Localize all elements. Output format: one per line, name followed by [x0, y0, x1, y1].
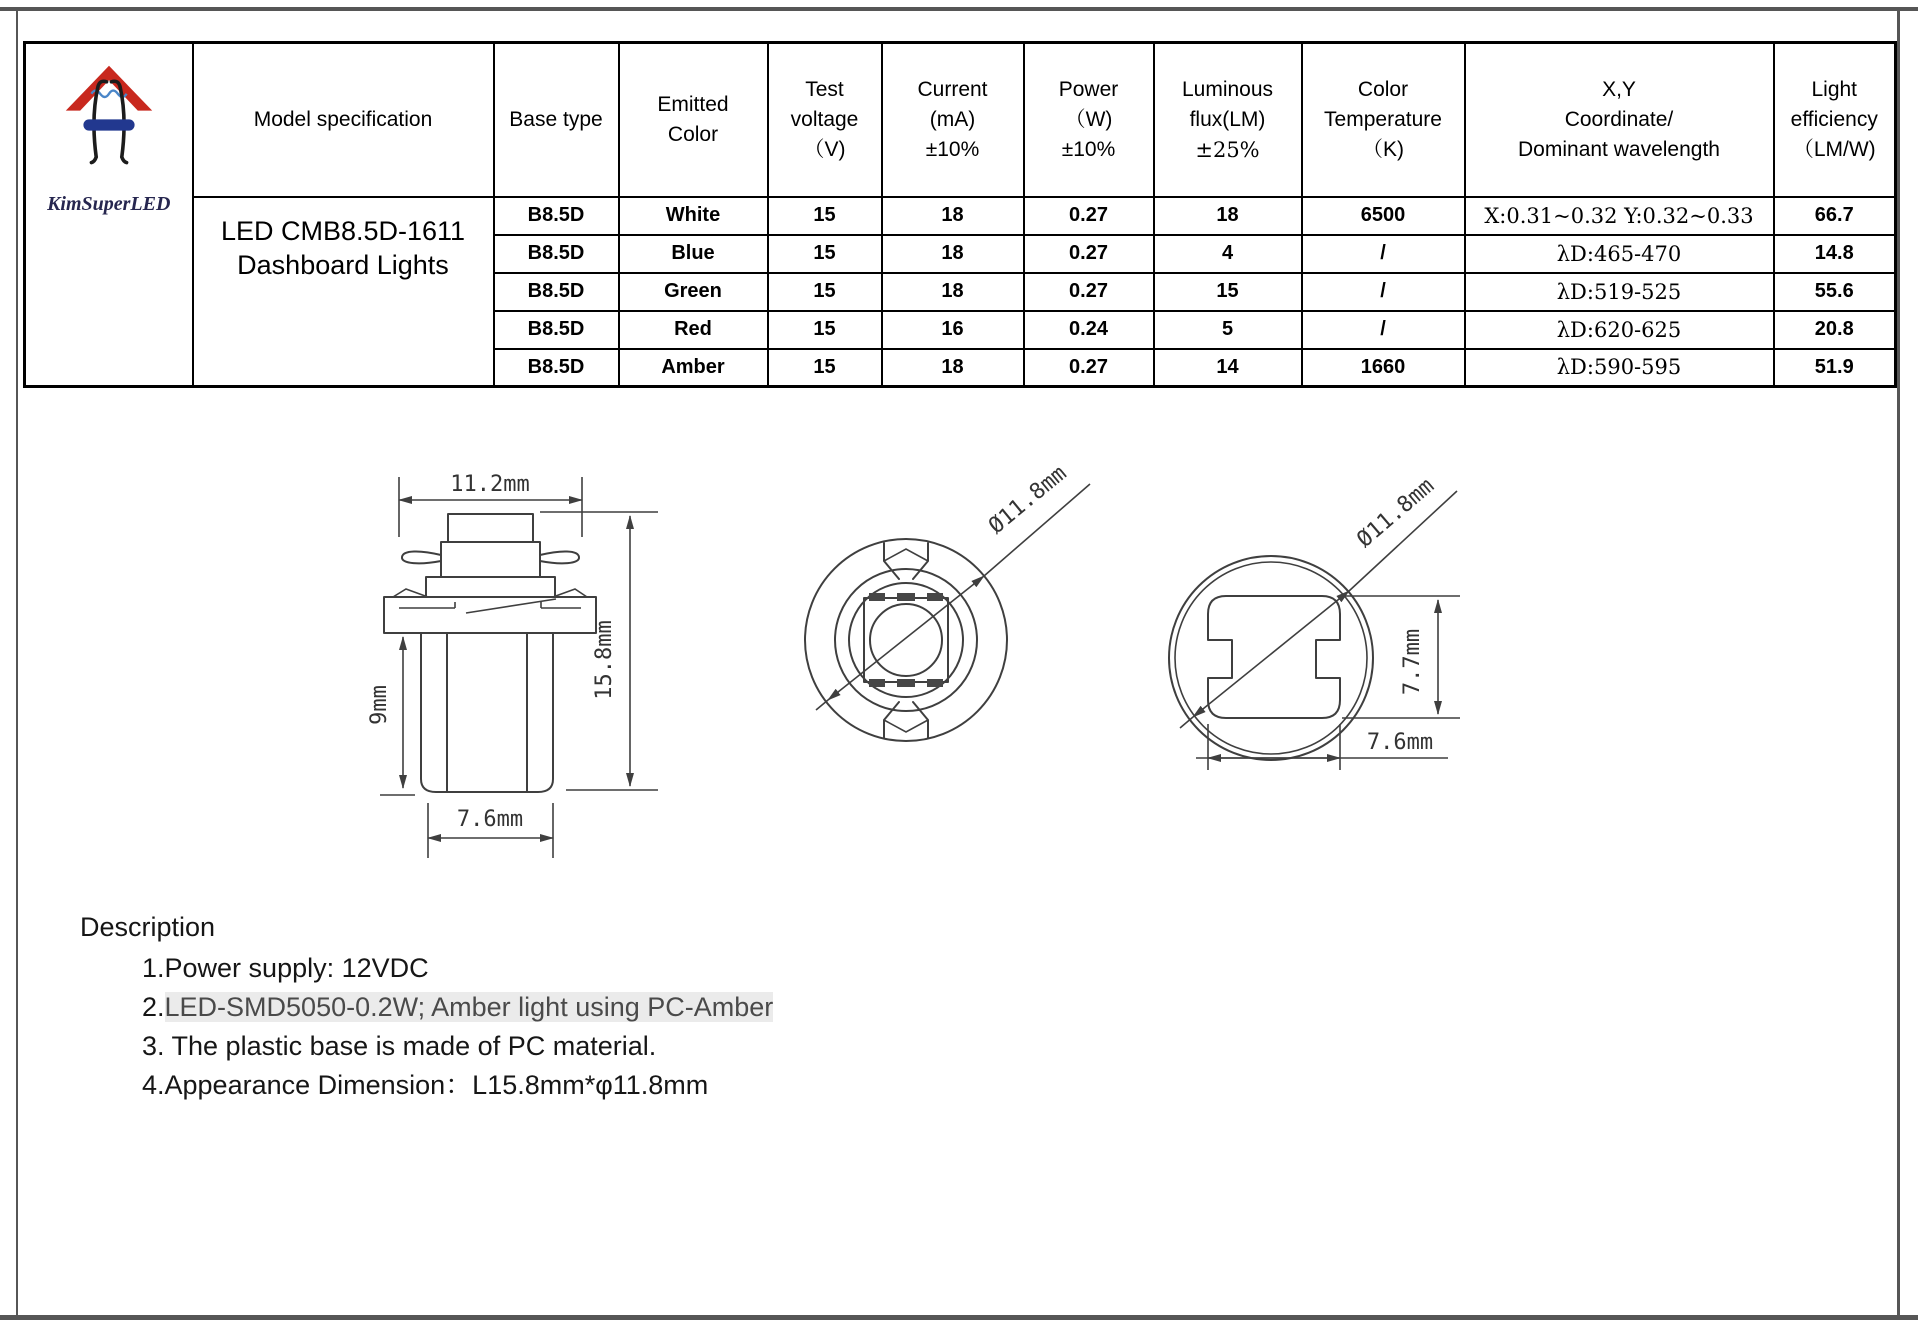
cell-current: 18	[882, 349, 1024, 387]
cell-test-voltage: 15	[768, 197, 882, 235]
header-voltage-line2: voltage	[790, 107, 859, 131]
header-voltage-unit: （V)	[803, 137, 846, 161]
header-xy-line1: X,Y	[1602, 77, 1636, 101]
cell-color-temperature: /	[1302, 311, 1465, 349]
cell-power: 0.27	[1024, 273, 1154, 311]
cell-light-efficiency: 51.9	[1774, 349, 1896, 387]
description-section	[80, 912, 773, 1101]
description-item2-number: 2.	[142, 992, 165, 1022]
cell-emitted-color: White	[619, 197, 768, 235]
cell-color-temperature: 1660	[1302, 349, 1465, 387]
dim-side-base-width: 7.6mm	[456, 807, 524, 832]
description-item-base-material: 3. The plastic base is made of PC material.	[142, 1031, 657, 1061]
brand-name: KimSuperLED	[47, 193, 171, 215]
cell-luminous-flux: 4	[1154, 235, 1302, 273]
cell-power: 0.27	[1024, 197, 1154, 235]
cell-power: 0.27	[1024, 349, 1154, 387]
cell-dominant-wavelength: λD:620-625	[1465, 311, 1774, 349]
cell-current: 18	[882, 197, 1024, 235]
header-power-line1: Power	[1058, 77, 1119, 101]
header-eff-line1: Light	[1811, 77, 1858, 101]
side-view-drawing	[367, 472, 658, 858]
dim-side-width: 11.2mm	[450, 472, 530, 497]
cell-dominant-wavelength: λD:590-595	[1465, 349, 1774, 387]
header-flux-line1: Luminous	[1181, 77, 1274, 101]
model-name-line2: Dashboard Lights	[237, 249, 449, 280]
cell-light-efficiency: 55.6	[1774, 273, 1896, 311]
cell-luminous-flux: 18	[1154, 197, 1302, 235]
header-current-tolerance: ±10%	[925, 137, 980, 161]
dim-side-height: 15.8mm	[592, 620, 617, 700]
cell-color-temperature: /	[1302, 273, 1465, 311]
description-title: Description	[80, 912, 216, 942]
cell-test-voltage: 15	[768, 235, 882, 273]
cell-light-efficiency: 14.8	[1774, 235, 1896, 273]
cell-light-efficiency: 20.8	[1774, 311, 1896, 349]
cell-luminous-flux: 15	[1154, 273, 1302, 311]
dim-side-base-height: 9mm	[367, 685, 392, 725]
cell-color-temperature: 6500	[1302, 197, 1465, 235]
header-temp-unit: （K)	[1362, 137, 1404, 161]
cell-light-efficiency: 66.7	[1774, 197, 1896, 235]
header-power-tolerance: ±10%	[1061, 137, 1116, 161]
dim-rear-slot-width: 7.6mm	[1366, 730, 1434, 755]
header-flux-line2: flux(LM)	[1189, 107, 1266, 131]
cell-base-type: B8.5D	[494, 311, 619, 349]
cell-emitted-color: Green	[619, 273, 768, 311]
cell-power: 0.24	[1024, 311, 1154, 349]
cell-current: 16	[882, 311, 1024, 349]
cell-luminous-flux: 5	[1154, 311, 1302, 349]
header-emitted-line2: Color	[667, 122, 719, 146]
description-item-dimensions: 4.Appearance Dimension：L15.8mm*φ11.8mm	[142, 1070, 709, 1100]
header-eff-line2: efficiency	[1790, 107, 1878, 131]
dim-rear-diameter: Ø11.8mm	[1352, 473, 1440, 553]
header-flux-tolerance: ±25%	[1195, 137, 1260, 162]
header-eff-unit: （LM/W)	[1792, 137, 1876, 161]
cell-dominant-wavelength: λD:519-525	[1465, 273, 1774, 311]
cell-base-type: B8.5D	[494, 197, 619, 235]
dim-front-diameter: Ø11.8mm	[984, 460, 1072, 540]
header-current-line1: Current	[917, 77, 988, 101]
cell-base-type: B8.5D	[494, 273, 619, 311]
cell-current: 18	[882, 273, 1024, 311]
header-emitted-line1: Emitted	[657, 92, 729, 116]
cell-base-type: B8.5D	[494, 235, 619, 273]
description-item-power-supply: 1.Power supply: 12VDC	[142, 953, 429, 983]
cell-dominant-wavelength: λD:465-470	[1465, 235, 1774, 273]
model-name-line1: LED CMB8.5D-1611	[220, 215, 466, 246]
cell-current: 18	[882, 235, 1024, 273]
description-item-led-type	[142, 992, 773, 1023]
header-voltage-line1: Test	[805, 77, 844, 101]
header-base-type: Base type	[494, 43, 619, 197]
cell-xy-coordinate: X:0.31~0.32 Y:0.32~0.33	[1465, 197, 1774, 235]
header-temp-line1: Color	[1357, 77, 1409, 101]
header-temp-line2: Temperature	[1324, 107, 1442, 131]
header-power-unit: （W)	[1064, 107, 1113, 131]
description-item2-highlighted-text: LED-SMD5050-0.2W; Amber light using PC-Amber	[164, 992, 774, 1022]
cell-base-type: B8.5D	[494, 349, 619, 387]
header-xy-line3: Dominant wavelength	[1518, 137, 1720, 161]
cell-test-voltage: 15	[768, 311, 882, 349]
cell-emitted-color: Red	[619, 311, 768, 349]
cell-power: 0.27	[1024, 235, 1154, 273]
cell-test-voltage: 15	[768, 349, 882, 387]
header-current-unit: (mA)	[929, 107, 976, 131]
cell-emitted-color: Blue	[619, 235, 768, 273]
cell-luminous-flux: 14	[1154, 349, 1302, 387]
dim-rear-slot-height: 7.7mm	[1400, 628, 1425, 696]
front-view-drawing	[805, 461, 1090, 741]
cell-test-voltage: 15	[768, 273, 882, 311]
cell-emitted-color: Amber	[619, 349, 768, 387]
cell-color-temperature: /	[1302, 235, 1465, 273]
rear-view-drawing	[1169, 473, 1460, 770]
header-xy-line2: Coordinate/	[1564, 107, 1674, 131]
header-model-specification: Model specification	[193, 43, 494, 197]
